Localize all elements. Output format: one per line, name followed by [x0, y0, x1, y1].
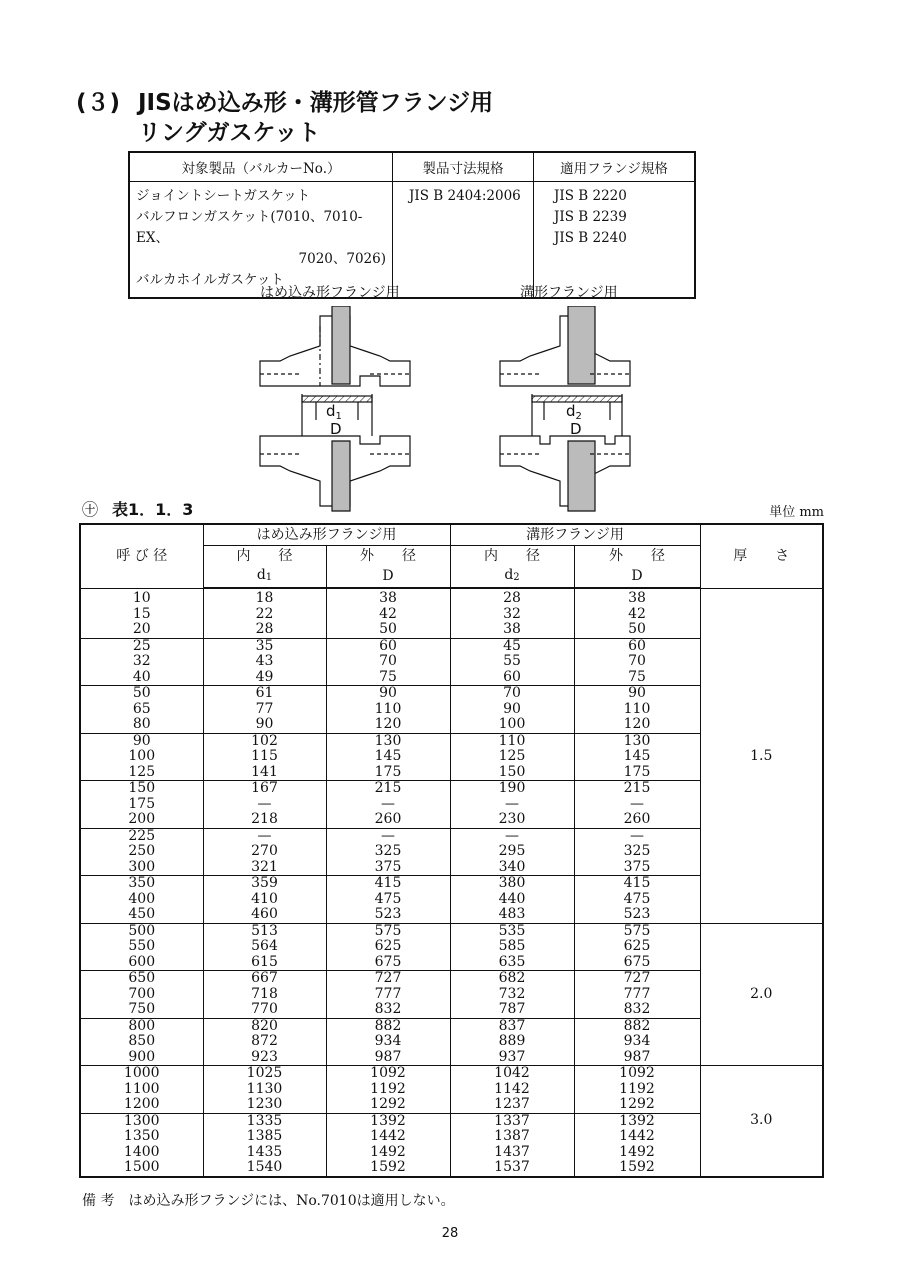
header-d1: d1 [203, 566, 326, 588]
cell-d1: 667 [203, 971, 326, 987]
heading-line-2: リングガスケット [138, 120, 321, 146]
cell-d2: 483 [450, 907, 574, 923]
cell-d1: 167 [203, 781, 326, 797]
cell-d2: 1042 [450, 1066, 574, 1082]
table-row [80, 588, 823, 607]
cell-D2: 1292 [574, 1097, 700, 1113]
cell-d2: 110 [450, 733, 574, 749]
cell-D1: 325 [326, 844, 450, 860]
header-thickness: 厚 さ [700, 524, 823, 588]
cell-d1: — [203, 797, 326, 813]
cell-nominal: 250 [80, 844, 203, 860]
cell-nominal: 750 [80, 1002, 203, 1018]
header-inner-1: 内 径 [203, 546, 326, 567]
cell-nominal: 350 [80, 876, 203, 892]
caption-title: 表1．1．3 [112, 500, 194, 519]
cell-D1: 145 [326, 749, 450, 765]
remark: 備 考 はめ込み形フランジには、No.7010は適用しない。 [82, 1193, 455, 1209]
cell-D2: 50 [574, 622, 700, 638]
cell-d2: 340 [450, 860, 574, 876]
cell-d2: 585 [450, 939, 574, 955]
cell-nominal: 400 [80, 892, 203, 908]
cell-D2: 523 [574, 907, 700, 923]
cell-D2: — [574, 828, 700, 844]
cell-D1: 1192 [326, 1082, 450, 1098]
cell-D1: 882 [326, 1018, 450, 1034]
cell-d2: 1142 [450, 1082, 574, 1098]
spec-products-cell [129, 182, 393, 299]
cell-D2: 375 [574, 860, 700, 876]
header-D-2: D [574, 566, 700, 588]
cell-d2: 732 [450, 987, 574, 1003]
cell-D2: 1442 [574, 1129, 700, 1145]
cell-d2: 440 [450, 892, 574, 908]
dimensions-table [79, 523, 824, 1178]
cell-D2: 1492 [574, 1145, 700, 1161]
cell-nominal: 80 [80, 717, 203, 733]
header-inner-2: 内 径 [450, 546, 574, 567]
cell-d1: 359 [203, 876, 326, 892]
cell-d2: 70 [450, 686, 574, 702]
cell-nominal: 65 [80, 702, 203, 718]
cell-D2: 1192 [574, 1082, 700, 1098]
cell-d1: 1335 [203, 1113, 326, 1129]
cell-nominal: 900 [80, 1050, 203, 1066]
cell-d1: 872 [203, 1034, 326, 1050]
cell-D1: 90 [326, 686, 450, 702]
header-D-1: D [326, 566, 450, 588]
cell-D1: 1292 [326, 1097, 450, 1113]
figure-label-mizo: 溝形フランジ用 [520, 285, 618, 301]
cell-nominal: 125 [80, 765, 203, 781]
cell-nominal: 1100 [80, 1082, 203, 1098]
cell-nominal: 25 [80, 638, 203, 654]
cell-d2: 100 [450, 717, 574, 733]
cell-nominal: 1000 [80, 1066, 203, 1082]
flange-standard: JIS B 2220 [554, 188, 627, 204]
spec-header-flange: 適用フランジ規格 [534, 152, 696, 182]
flange-standard: JIS B 2239 [554, 209, 627, 225]
cell-D2: 1592 [574, 1160, 700, 1177]
cell-d2: 150 [450, 765, 574, 781]
cell-d2: 889 [450, 1034, 574, 1050]
table-row [80, 1066, 823, 1082]
cell-d2: 230 [450, 812, 574, 828]
section-number: (３) [76, 90, 121, 116]
cell-D1: 375 [326, 860, 450, 876]
cell-d2: 1537 [450, 1160, 574, 1177]
spec-product: ジョイントシートガスケット [136, 188, 311, 204]
header-mizo: 溝形フランジ用 [450, 524, 700, 546]
cell-d1: 43 [203, 654, 326, 670]
header-outer-1: 外 径 [326, 546, 450, 567]
cell-nominal: 1300 [80, 1113, 203, 1129]
cell-D1: 934 [326, 1034, 450, 1050]
cell-D2: 575 [574, 923, 700, 939]
dim-d2: $d_2$ [566, 402, 582, 422]
cell-nominal: 800 [80, 1018, 203, 1034]
flange-standard: JIS B 2240 [554, 230, 627, 246]
cell-nominal: 90 [80, 733, 203, 749]
cell-d2: 90 [450, 702, 574, 718]
cell-d1: 270 [203, 844, 326, 860]
cell-nominal: 200 [80, 812, 203, 828]
cell-D2: 325 [574, 844, 700, 860]
dim-d1: $d_1$ [326, 402, 342, 422]
dim-D-left: D [330, 420, 342, 438]
cell-D2: 75 [574, 670, 700, 686]
header-nominal: 呼 び 径 [80, 524, 203, 588]
cell-d1: 513 [203, 923, 326, 939]
cell-d1: 1230 [203, 1097, 326, 1113]
cell-nominal: 550 [80, 939, 203, 955]
cell-d1: 1025 [203, 1066, 326, 1082]
table-unit: 単位 mm [769, 505, 824, 520]
cell-D1: 1392 [326, 1113, 450, 1129]
cell-D2: 625 [574, 939, 700, 955]
cell-D1: 575 [326, 923, 450, 939]
cell-d1: 564 [203, 939, 326, 955]
cell-d1: 923 [203, 1050, 326, 1066]
svg-text:d1 [326, 402, 342, 422]
cell-d1: 115 [203, 749, 326, 765]
cell-d2: 38 [450, 622, 574, 638]
cell-nominal: 150 [80, 781, 203, 797]
cell-d2: 535 [450, 923, 574, 939]
cell-d1: 141 [203, 765, 326, 781]
cell-D2: 1092 [574, 1066, 700, 1082]
cell-nominal: 20 [80, 622, 203, 638]
table-row [80, 923, 823, 939]
cell-nominal: 1200 [80, 1097, 203, 1113]
cell-nominal: 1350 [80, 1129, 203, 1145]
cell-D2: 175 [574, 765, 700, 781]
header-outer-2: 外 径 [574, 546, 700, 567]
cell-nominal: 32 [80, 654, 203, 670]
dim-D-right: D [570, 420, 582, 438]
cell-D1: 625 [326, 939, 450, 955]
caption-mark: ㊉ [82, 500, 99, 519]
spec-product: 7020、7026) [298, 251, 386, 267]
cell-D1: — [326, 828, 450, 844]
cell-D1: 1592 [326, 1160, 450, 1177]
cell-d1: 460 [203, 907, 326, 923]
cell-d2: 45 [450, 638, 574, 654]
cell-D1: 130 [326, 733, 450, 749]
cell-d1: 718 [203, 987, 326, 1003]
cell-d1: 1385 [203, 1129, 326, 1145]
header-d2: d2 [450, 566, 574, 588]
figure-label-hamekomi: はめ込み形フランジ用 [260, 285, 400, 301]
cell-nominal: 50 [80, 686, 203, 702]
cell-thickness: 1.5 [700, 588, 823, 923]
cell-D2: 934 [574, 1034, 700, 1050]
cell-d1: 22 [203, 607, 326, 623]
cell-D1: — [326, 797, 450, 813]
cell-d1: 1435 [203, 1145, 326, 1161]
flange-diagrams [250, 306, 650, 516]
table-caption [82, 497, 193, 520]
cell-d1: 102 [203, 733, 326, 749]
cell-D2: 415 [574, 876, 700, 892]
cell-nominal: 300 [80, 860, 203, 876]
page-number: 28 [441, 1226, 459, 1241]
cell-d2: 190 [450, 781, 574, 797]
cell-d1: 77 [203, 702, 326, 718]
cell-D2: 42 [574, 607, 700, 623]
cell-D1: 38 [326, 588, 450, 607]
cell-d2: 937 [450, 1050, 574, 1066]
cell-nominal: 1400 [80, 1145, 203, 1161]
cell-d2: 32 [450, 607, 574, 623]
cell-d2: — [450, 797, 574, 813]
cell-nominal: 650 [80, 971, 203, 987]
cell-D1: 42 [326, 607, 450, 623]
cell-d1: 61 [203, 686, 326, 702]
cell-D1: 120 [326, 717, 450, 733]
cell-d1: 410 [203, 892, 326, 908]
cell-D2: 130 [574, 733, 700, 749]
cell-nominal: 40 [80, 670, 203, 686]
cell-D2: 120 [574, 717, 700, 733]
spec-flange-standards [534, 182, 696, 299]
cell-nominal: 500 [80, 923, 203, 939]
cell-d2: 1237 [450, 1097, 574, 1113]
cell-nominal: 700 [80, 987, 203, 1003]
cell-D2: 675 [574, 955, 700, 971]
cell-D2: 475 [574, 892, 700, 908]
cell-D1: 175 [326, 765, 450, 781]
cell-D1: 727 [326, 971, 450, 987]
cell-nominal: 450 [80, 907, 203, 923]
cell-D2: 60 [574, 638, 700, 654]
cell-D2: — [574, 797, 700, 813]
cell-D2: 260 [574, 812, 700, 828]
cell-D2: 987 [574, 1050, 700, 1066]
cell-D2: 90 [574, 686, 700, 702]
cell-D1: 1092 [326, 1066, 450, 1082]
cell-d1: 28 [203, 622, 326, 638]
cell-d1: 49 [203, 670, 326, 686]
cell-D1: 215 [326, 781, 450, 797]
cell-d1: 18 [203, 588, 326, 607]
cell-d2: 125 [450, 749, 574, 765]
cell-nominal: 15 [80, 607, 203, 623]
cell-nominal: 10 [80, 588, 203, 607]
header-hamekomi: はめ込み形フランジ用 [203, 524, 450, 546]
cell-nominal: 175 [80, 797, 203, 813]
cell-d2: 28 [450, 588, 574, 607]
cell-D2: 882 [574, 1018, 700, 1034]
cell-D1: 987 [326, 1050, 450, 1066]
cell-D1: 110 [326, 702, 450, 718]
cell-nominal: 100 [80, 749, 203, 765]
cell-d2: 1437 [450, 1145, 574, 1161]
spec-table [128, 151, 696, 299]
cell-d1: 218 [203, 812, 326, 828]
cell-D2: 1392 [574, 1113, 700, 1129]
spec-dimension-standard: JIS B 2404:2006 [393, 182, 534, 299]
cell-D2: 215 [574, 781, 700, 797]
cell-nominal: 600 [80, 955, 203, 971]
cell-D1: 1492 [326, 1145, 450, 1161]
cell-D2: 727 [574, 971, 700, 987]
cell-d2: 837 [450, 1018, 574, 1034]
cell-d2: 380 [450, 876, 574, 892]
cell-D1: 675 [326, 955, 450, 971]
cell-D2: 777 [574, 987, 700, 1003]
cell-nominal: 225 [80, 828, 203, 844]
spec-product: バルカホイルガスケット [136, 272, 284, 288]
cell-nominal: 850 [80, 1034, 203, 1050]
cell-D1: 832 [326, 1002, 450, 1018]
cell-d1: — [203, 828, 326, 844]
spec-header-dimension: 製品寸法規格 [393, 152, 534, 182]
cell-d2: 635 [450, 955, 574, 971]
cell-D1: 1442 [326, 1129, 450, 1145]
cell-D1: 777 [326, 987, 450, 1003]
cell-d2: — [450, 828, 574, 844]
cell-D2: 832 [574, 1002, 700, 1018]
cell-D1: 415 [326, 876, 450, 892]
cell-thickness: 2.0 [700, 923, 823, 1066]
cell-d1: 615 [203, 955, 326, 971]
cell-D2: 70 [574, 654, 700, 670]
cell-d2: 682 [450, 971, 574, 987]
cell-D2: 38 [574, 588, 700, 607]
spec-product: バルフロンガスケット(7010、7010-EX、 [136, 209, 363, 246]
dimensions-body [80, 588, 823, 1177]
cell-d1: 820 [203, 1018, 326, 1034]
cell-D2: 145 [574, 749, 700, 765]
cell-D2: 110 [574, 702, 700, 718]
cell-D1: 523 [326, 907, 450, 923]
cell-d1: 770 [203, 1002, 326, 1018]
cell-d2: 60 [450, 670, 574, 686]
cell-nominal: 1500 [80, 1160, 203, 1177]
cell-d2: 1387 [450, 1129, 574, 1145]
cell-D1: 70 [326, 654, 450, 670]
right-flange-drawing [500, 306, 630, 511]
cell-d1: 1540 [203, 1160, 326, 1177]
cell-D1: 260 [326, 812, 450, 828]
cell-d2: 787 [450, 1002, 574, 1018]
spec-header-product: 対象製品（バルカーNo.） [129, 152, 393, 182]
cell-d2: 1337 [450, 1113, 574, 1129]
cell-d2: 295 [450, 844, 574, 860]
cell-D1: 475 [326, 892, 450, 908]
section-heading [76, 88, 493, 148]
cell-d2: 55 [450, 654, 574, 670]
cell-d1: 321 [203, 860, 326, 876]
cell-d1: 1130 [203, 1082, 326, 1098]
cell-D1: 60 [326, 638, 450, 654]
cell-thickness: 3.0 [700, 1066, 823, 1177]
cell-d1: 90 [203, 717, 326, 733]
cell-d1: 35 [203, 638, 326, 654]
cell-D1: 50 [326, 622, 450, 638]
cell-D1: 75 [326, 670, 450, 686]
heading-line-1: JISはめ込み形・溝形管フランジ用 [138, 90, 494, 116]
